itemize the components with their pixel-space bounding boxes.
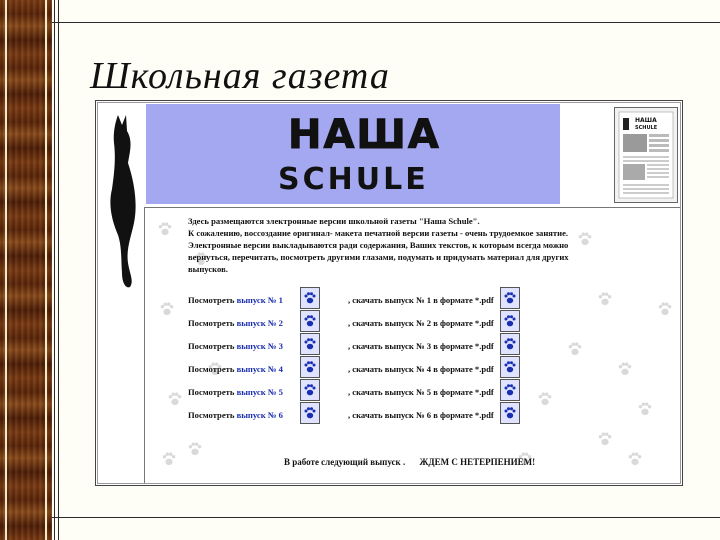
issue-row (188, 402, 608, 425)
issue-view: Посмотреть выпуск № 2 (188, 318, 283, 328)
issue-row (188, 287, 608, 310)
view-issue-button[interactable] (300, 333, 320, 355)
bottom-rule (52, 517, 720, 518)
issue-view-link[interactable]: выпуск № 3 (236, 341, 283, 351)
issue-view-link[interactable]: выпуск № 2 (236, 318, 283, 328)
paw-icon (303, 360, 317, 374)
intro-line: Здесь размещаются электронные версии школьной газеты "Наша Schule". (188, 216, 480, 226)
footer-note (284, 457, 535, 467)
content-rule (144, 207, 145, 483)
paw-print-icon (616, 361, 634, 377)
download-pdf-button[interactable] (500, 379, 520, 401)
issue-view: Посмотреть выпуск № 1 (188, 295, 283, 305)
issue-download-text: , скачать выпуск № 2 в формате *.pdf (348, 318, 494, 328)
footer-next-issue: В работе следующий выпуск . (284, 457, 406, 467)
issue-view-link[interactable]: выпуск № 6 (236, 410, 283, 420)
paw-icon (303, 337, 317, 351)
banner-title: НАША (288, 112, 441, 158)
svg-text:SCHULE: SCHULE (635, 125, 658, 131)
intro-text (188, 215, 638, 275)
issue-view: Посмотреть выпуск № 3 (188, 341, 283, 351)
intro-line: выпусков. (188, 264, 228, 274)
paw-print-icon (158, 301, 176, 317)
issue-download-text: , скачать выпуск № 5 в формате *.pdf (348, 387, 494, 397)
paw-print-icon (626, 451, 644, 467)
border-line (54, 0, 55, 540)
banner-subtitle: SCHULE (278, 162, 429, 197)
issue-row (188, 379, 608, 402)
website-screenshot (95, 100, 683, 486)
content-rule (144, 207, 680, 208)
intro-line: Электронные версии выкладываются ради содержания, Ваших текстов, к которым всегда можно (188, 240, 569, 250)
paw-print-icon (596, 431, 614, 447)
paw-icon (503, 291, 517, 305)
view-issue-button[interactable] (300, 287, 320, 309)
issue-view-link[interactable]: выпуск № 5 (236, 387, 283, 397)
issue-view: Посмотреть выпуск № 4 (188, 364, 283, 374)
issue-row (188, 333, 608, 356)
newspaper-thumbnail[interactable] (614, 107, 678, 203)
issue-download-text: , скачать выпуск № 1 в формате *.pdf (348, 295, 494, 305)
wooden-border (0, 0, 52, 540)
view-issue-button[interactable] (300, 379, 320, 401)
footer-wait: ЖДЕМ С НЕТЕРПЕНИЕМ! (419, 457, 536, 467)
paw-print-icon (166, 391, 184, 407)
issue-view: Посмотреть выпуск № 6 (188, 410, 283, 420)
paw-icon (303, 406, 317, 420)
download-pdf-button[interactable] (500, 287, 520, 309)
view-issue-button[interactable] (300, 402, 320, 424)
issue-download-text: , скачать выпуск № 3 в формате *.pdf (348, 341, 494, 351)
paw-print-icon (636, 401, 654, 417)
issues-list (188, 287, 608, 425)
paw-icon (303, 383, 317, 397)
download-pdf-button[interactable] (500, 310, 520, 332)
download-pdf-button[interactable] (500, 356, 520, 378)
issue-row (188, 310, 608, 333)
issue-download-text: , скачать выпуск № 6 в формате *.pdf (348, 410, 494, 420)
issue-row (188, 356, 608, 379)
issue-view-link[interactable]: выпуск № 1 (236, 295, 283, 305)
download-pdf-button[interactable] (500, 333, 520, 355)
paw-icon (503, 360, 517, 374)
paw-icon (503, 406, 517, 420)
paw-icon (503, 337, 517, 351)
svg-text:НАША: НАША (635, 117, 657, 124)
paw-print-icon (656, 301, 674, 317)
issue-download-text: , скачать выпуск № 4 в формате *.pdf (348, 364, 494, 374)
issue-view: Посмотреть выпуск № 5 (188, 387, 283, 397)
paw-icon (503, 383, 517, 397)
paw-print-icon (156, 221, 174, 237)
intro-line: вернуться, перечитать, посмотреть другими глазами, подумать и придумать материал для других (188, 252, 569, 262)
slide-title: Школьная газета (90, 55, 390, 97)
intro-line: К сожалению, воссоздание оригинал- макета печатной версии газеты - очень трудоемкое занятие. (188, 228, 569, 238)
newspaper-page-icon (615, 108, 677, 202)
newspaper-banner (146, 104, 560, 204)
paw-icon (303, 314, 317, 328)
download-pdf-button[interactable] (500, 402, 520, 424)
paw-print-icon (186, 441, 204, 457)
paw-print-icon (160, 451, 178, 467)
paw-icon (503, 314, 517, 328)
view-issue-button[interactable] (300, 310, 320, 332)
border-line (58, 0, 59, 540)
top-rule (52, 22, 720, 23)
paw-icon (303, 291, 317, 305)
issue-view-link[interactable]: выпуск № 4 (236, 364, 283, 374)
cat-silhouette-icon (100, 111, 140, 291)
view-issue-button[interactable] (300, 356, 320, 378)
